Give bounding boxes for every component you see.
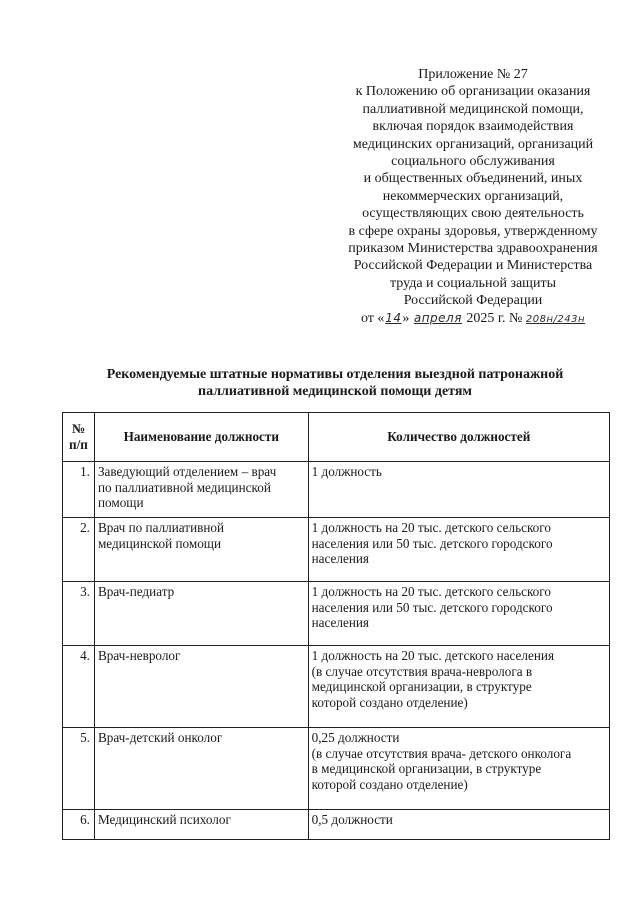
date-year: 2025 г. № bbox=[466, 310, 523, 326]
title-line-2: паллиативной медицинской помощи детям bbox=[198, 384, 472, 399]
order-date-line bbox=[318, 310, 628, 328]
row-number: 4. bbox=[63, 646, 95, 728]
header-line: паллиативной медицинской помощи, bbox=[362, 101, 584, 117]
cell-line: 0,25 должности bbox=[311, 730, 400, 745]
header-line: медицинских организаций, организаций bbox=[352, 136, 594, 152]
cell-line: Врач-невролог bbox=[97, 648, 181, 663]
cell-line: в медицинской организации, в структуре bbox=[311, 761, 542, 777]
header-line: и общественных объединений, иных bbox=[363, 171, 583, 187]
date-close-quote: » bbox=[402, 310, 410, 326]
header-line: труда и социальной защиты bbox=[390, 275, 556, 291]
table-header-row bbox=[63, 413, 610, 462]
date-prefix: от « bbox=[360, 310, 385, 326]
row-position bbox=[94, 810, 308, 840]
row-number: 3. bbox=[63, 582, 95, 646]
table-row bbox=[63, 810, 610, 840]
order-number-handwritten: 208н/243н bbox=[525, 313, 586, 325]
header-line: осуществляющих свою деятельность bbox=[362, 206, 584, 222]
cell-line: 1 должность на 20 тыс. детского населения bbox=[311, 648, 555, 663]
table-row bbox=[63, 582, 610, 646]
row-number: 2. bbox=[63, 518, 95, 582]
cell-line: (в случае отсутствия врача- детского онколога bbox=[311, 745, 572, 761]
row-position bbox=[94, 518, 308, 582]
cell-line: (в случае отсутствия врача-невролога в bbox=[311, 663, 533, 679]
header-line: приказом Министерства здравоохранения bbox=[348, 241, 598, 257]
row-count bbox=[308, 646, 609, 728]
header-line: Приложение № 27 bbox=[418, 67, 528, 82]
row-position bbox=[94, 582, 308, 646]
appendix-header bbox=[318, 66, 628, 328]
header-line: включая порядок взаимодействия bbox=[372, 119, 574, 135]
row-count bbox=[308, 810, 609, 840]
cell-line: населения или 50 тыс. детского городского bbox=[311, 599, 553, 615]
header-line: Российской Федерации bbox=[403, 293, 543, 309]
row-number: 1. bbox=[63, 462, 95, 518]
cell-line: Врач-педиатр bbox=[97, 584, 175, 599]
header-line: Российской Федерации и Министерства bbox=[353, 258, 593, 274]
cell-line: по паллиативной медицинской bbox=[97, 479, 271, 495]
document-title bbox=[60, 366, 610, 400]
cell-line: которой создано отделение) bbox=[311, 776, 468, 792]
header-line: некоммерческих организаций, bbox=[382, 188, 564, 204]
row-count bbox=[308, 462, 609, 518]
cell-line: Заведующий отделением – врач bbox=[97, 464, 277, 479]
col-header-number: № п/п bbox=[63, 413, 95, 462]
table-row bbox=[63, 646, 610, 728]
row-position bbox=[94, 646, 308, 728]
table-row bbox=[63, 462, 610, 518]
cell-line: медицинской организации, в структуре bbox=[311, 679, 532, 695]
row-number: 6. bbox=[63, 810, 95, 840]
row-position bbox=[94, 728, 308, 810]
cell-line: населения bbox=[311, 615, 370, 631]
cell-line: населения или 50 тыс. детского городского bbox=[311, 535, 553, 551]
cell-line: медицинской помощи bbox=[97, 535, 222, 551]
date-month-handwritten: апреля bbox=[413, 310, 462, 325]
cell-line: населения bbox=[311, 551, 370, 567]
row-position bbox=[94, 462, 308, 518]
title-line-1: Рекомендуемые штатные нормативы отделения выездной патронажной bbox=[106, 367, 564, 382]
cell-line: помощи bbox=[97, 495, 144, 511]
col-header-count: Количество должностей bbox=[308, 413, 609, 462]
header-line: к Положению об организации оказания bbox=[355, 84, 591, 100]
cell-line: 1 должность на 20 тыс. детского сельского bbox=[311, 520, 551, 535]
table-row bbox=[63, 518, 610, 582]
row-count bbox=[308, 518, 609, 582]
cell-line: Врач-детский онколог bbox=[97, 730, 223, 745]
header-line: социального обслуживания bbox=[391, 154, 555, 170]
header-line: в сфере охраны здоровья, утвержденному bbox=[348, 223, 598, 239]
cell-line: Врач по паллиативной bbox=[97, 520, 225, 535]
cell-line: 0,5 должности bbox=[311, 812, 393, 827]
table-row bbox=[63, 728, 610, 810]
cell-line: которой создано отделение) bbox=[311, 694, 468, 710]
col-header-position: Наименование должности bbox=[94, 413, 308, 462]
row-number: 5. bbox=[63, 728, 95, 810]
cell-line: Медицинский психолог bbox=[97, 812, 231, 827]
row-count bbox=[308, 582, 609, 646]
cell-line: 1 должность bbox=[311, 464, 382, 479]
staff-norms-table bbox=[62, 412, 610, 840]
row-count bbox=[308, 728, 609, 810]
cell-line: 1 должность на 20 тыс. детского сельского bbox=[311, 584, 551, 599]
date-day-handwritten: 14 bbox=[385, 310, 402, 325]
